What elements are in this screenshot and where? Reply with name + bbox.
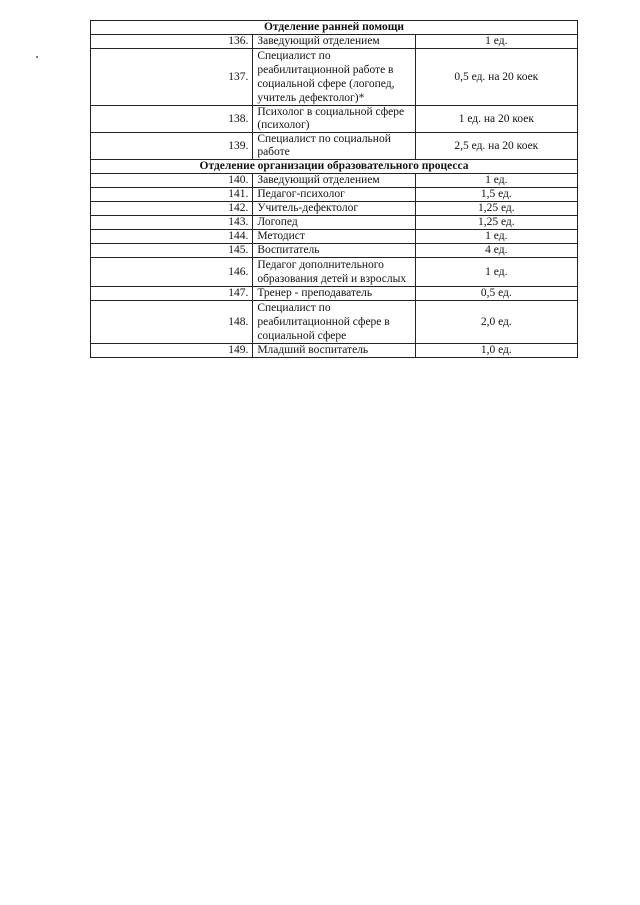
staff-quantity: 0,5 ед. на 20 коек bbox=[415, 49, 577, 106]
row-number: 140. bbox=[91, 174, 253, 188]
position-name: Педагог-психолог bbox=[253, 188, 415, 202]
table-row bbox=[91, 344, 578, 358]
position-name: Заведующий отделением bbox=[253, 174, 415, 188]
staff-quantity: 1,25 ед. bbox=[415, 202, 577, 216]
position-name: Воспитатель bbox=[253, 244, 415, 258]
row-number: 146. bbox=[91, 258, 253, 287]
staff-quantity: 2,5 ед. на 20 коек bbox=[415, 133, 577, 160]
row-number: 139. bbox=[91, 133, 253, 160]
staff-quantity: 1,25 ед. bbox=[415, 216, 577, 230]
position-name: Учитель-дефектолог bbox=[253, 202, 415, 216]
staff-quantity: 1 ед. на 20 коек bbox=[415, 106, 577, 133]
position-name: Заведующий отделением bbox=[253, 35, 415, 49]
section-title: Отделение организации образовательного процесса bbox=[91, 160, 578, 174]
table-row bbox=[91, 230, 578, 244]
table-row bbox=[91, 174, 578, 188]
position-name: Педагог дополнительного образования детей и взрослых bbox=[253, 258, 415, 287]
section-header-row bbox=[91, 21, 578, 35]
staff-quantity: 0,5 ед. bbox=[415, 287, 577, 301]
table-row bbox=[91, 106, 578, 133]
row-number: 142. bbox=[91, 202, 253, 216]
row-number: 148. bbox=[91, 301, 253, 344]
section-header-row bbox=[91, 160, 578, 174]
row-number: 143. bbox=[91, 216, 253, 230]
position-name: Специалист по реабилитационной работе в социальной сфере (логопед, учитель дефектолог)* bbox=[253, 49, 415, 106]
position-name: Логопед bbox=[253, 216, 415, 230]
position-name: Тренер - преподаватель bbox=[253, 287, 415, 301]
table-row bbox=[91, 202, 578, 216]
row-number: 138. bbox=[91, 106, 253, 133]
position-name: Специалист по реабилитационной сфере в социальной сфере bbox=[253, 301, 415, 344]
section-title: Отделение ранней помощи bbox=[91, 21, 578, 35]
table-row bbox=[91, 301, 578, 344]
row-number: 144. bbox=[91, 230, 253, 244]
row-number: 149. bbox=[91, 344, 253, 358]
stray-dot-mark bbox=[36, 56, 38, 58]
staff-quantity: 1 ед. bbox=[415, 230, 577, 244]
row-number: 141. bbox=[91, 188, 253, 202]
staff-quantity: 1 ед. bbox=[415, 35, 577, 49]
staff-quantity: 4 ед. bbox=[415, 244, 577, 258]
table-row bbox=[91, 287, 578, 301]
position-name: Младший воспитатель bbox=[253, 344, 415, 358]
position-name: Методист bbox=[253, 230, 415, 244]
row-number: 145. bbox=[91, 244, 253, 258]
staff-quantity: 1,5 ед. bbox=[415, 188, 577, 202]
staff-quantity: 2,0 ед. bbox=[415, 301, 577, 344]
staff-quantity: 1 ед. bbox=[415, 174, 577, 188]
staff-quantity: 1,0 ед. bbox=[415, 344, 577, 358]
position-name: Психолог в социальной сфере (психолог) bbox=[253, 106, 415, 133]
table-row bbox=[91, 49, 578, 106]
table-row bbox=[91, 258, 578, 287]
position-name: Специалист по социальной работе bbox=[253, 133, 415, 160]
staffing-table-body bbox=[91, 21, 578, 358]
table-row bbox=[91, 35, 578, 49]
table-row bbox=[91, 133, 578, 160]
table-row bbox=[91, 216, 578, 230]
staff-quantity: 1 ед. bbox=[415, 258, 577, 287]
row-number: 137. bbox=[91, 49, 253, 106]
row-number: 147. bbox=[91, 287, 253, 301]
table-row bbox=[91, 244, 578, 258]
staffing-table bbox=[90, 20, 578, 358]
table-row bbox=[91, 188, 578, 202]
row-number: 136. bbox=[91, 35, 253, 49]
